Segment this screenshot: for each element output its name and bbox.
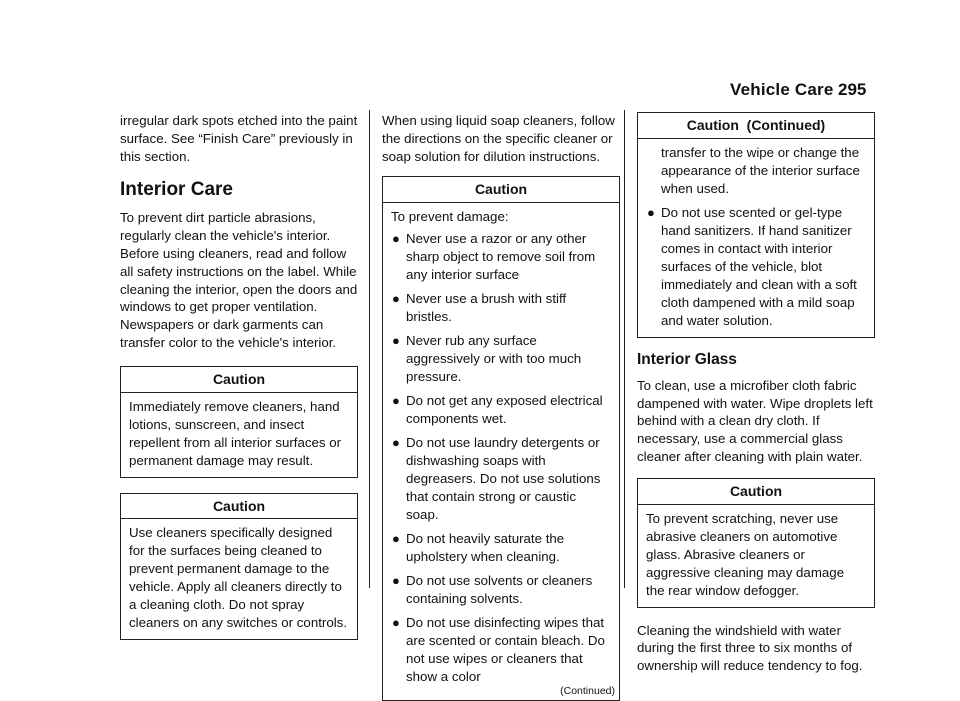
list-item: ● Do not use disinfecting wipes that are scented or contain bleach. Do not use wipes or cleaners that show a color xyxy=(392,615,605,685)
bullet-icon: ● xyxy=(647,204,655,220)
list-item: ● Never rub any surface aggressively or with too much pressure. xyxy=(392,333,582,385)
bullet-icon: ● xyxy=(392,231,400,247)
caution-title: Caution xyxy=(383,177,619,203)
bullet-icon: ● xyxy=(392,573,400,589)
column-divider xyxy=(369,110,370,588)
caution-text: Immediately remove cleaners, hand lotions, sunscreen, and insect repellent from all interior surfaces or permanent damage may result. xyxy=(129,398,342,468)
bullet-icon: ● xyxy=(392,393,400,409)
intro-paragraph: When using liquid soap cleaners, follow the directions on the specific cleaner or soap solution for dilution instructions. xyxy=(382,113,615,164)
interior-care-paragraph: To prevent dirt particle abrasions, regularly clean the vehicle's interior. Before using cleaners, read and follow all safety instructions on the label. While cleaning the interior, open the doors and windows to get proper ventilation. Newspapers or dark garments can transfer color to the vehicle's interior. xyxy=(120,210,358,350)
list-item: ● Do not use solvents or cleaners containing solvents. xyxy=(392,573,593,607)
list-item: ● Never use a razor or any other sharp object to remove soil from any interior surface xyxy=(392,231,596,283)
caution-lead: To prevent damage: xyxy=(391,209,509,225)
column-1 xyxy=(120,112,358,640)
caution-title: Caution xyxy=(638,479,874,505)
interior-glass-paragraph: To clean, use a microfiber cloth fabric dampened with water. Wipe droplets left behind with a clean dry cloth. If necessary, use a commercial glass cleaner after cleaning with plain water. xyxy=(637,377,873,464)
intro-paragraph: irregular dark spots etched into the paint surface. See “Finish Care” previously in this section. xyxy=(120,113,358,164)
caution-box xyxy=(382,176,620,701)
column-2 xyxy=(382,112,620,701)
bullet-icon: ● xyxy=(392,615,400,631)
section-heading-interior-care: Interior Care xyxy=(120,179,233,201)
caution-text: To prevent scratching, never use abrasive cleaners on automotive glass. Abrasive cleaners or aggressive cleaning may damage the rear window defogger. xyxy=(646,510,845,598)
list-item: ● Do not use laundry detergents or dishwashing soaps with degreasers. Do not use solutions that contain strong or caustic soap. xyxy=(392,435,601,523)
column-divider xyxy=(624,110,625,588)
caution-title: Caution (Continued) xyxy=(638,113,874,139)
caution-box xyxy=(637,478,875,608)
caution-box-continued xyxy=(637,112,875,338)
list-item: ● Do not get any exposed electrical components wet. xyxy=(392,393,603,427)
caution-text: Use cleaners specifically designed for the surfaces being cleaned to prevent permanent damage to the vehicle. Apply all cleaners directly to a cleaning cloth. Do not spray cleaners on any switches or controls. xyxy=(129,525,348,631)
windshield-paragraph: Cleaning the windshield with water during the first three to six months of ownership will reduce tendency to fog. xyxy=(637,622,863,674)
bullet-icon: ● xyxy=(392,531,400,547)
list-item: ● Do not use scented or gel-type hand sanitizers. If hand sanitizer comes in contact with interior surfaces of the vehicle, blot immediately and clean with a soft cloth dampened with a mild soap and water solution. xyxy=(647,204,857,328)
list-item: ● Do not heavily saturate the upholstery when cleaning. xyxy=(392,531,565,565)
bullet-icon: ● xyxy=(392,333,400,349)
caution-box xyxy=(120,493,358,641)
section-heading-interior-glass: Interior Glass xyxy=(637,350,737,368)
column-3 xyxy=(637,112,875,675)
continued-label: (Continued) xyxy=(560,685,615,698)
caution-box xyxy=(120,366,358,478)
caution-bullet-list xyxy=(391,230,611,686)
running-header-title: Vehicle Care xyxy=(730,80,834,99)
caution-title: Caution xyxy=(121,494,357,520)
caution-continuation-text: transfer to the wipe or change the appearance of the interior surface when used. xyxy=(661,144,860,196)
bullet-icon: ● xyxy=(392,291,400,307)
page-number: 295 xyxy=(838,80,867,99)
caution-bullet-list xyxy=(646,204,866,330)
bullet-icon: ● xyxy=(392,435,400,451)
caution-title: Caution xyxy=(121,367,357,393)
list-item: ● Never use a brush with stiff bristles. xyxy=(392,291,567,325)
